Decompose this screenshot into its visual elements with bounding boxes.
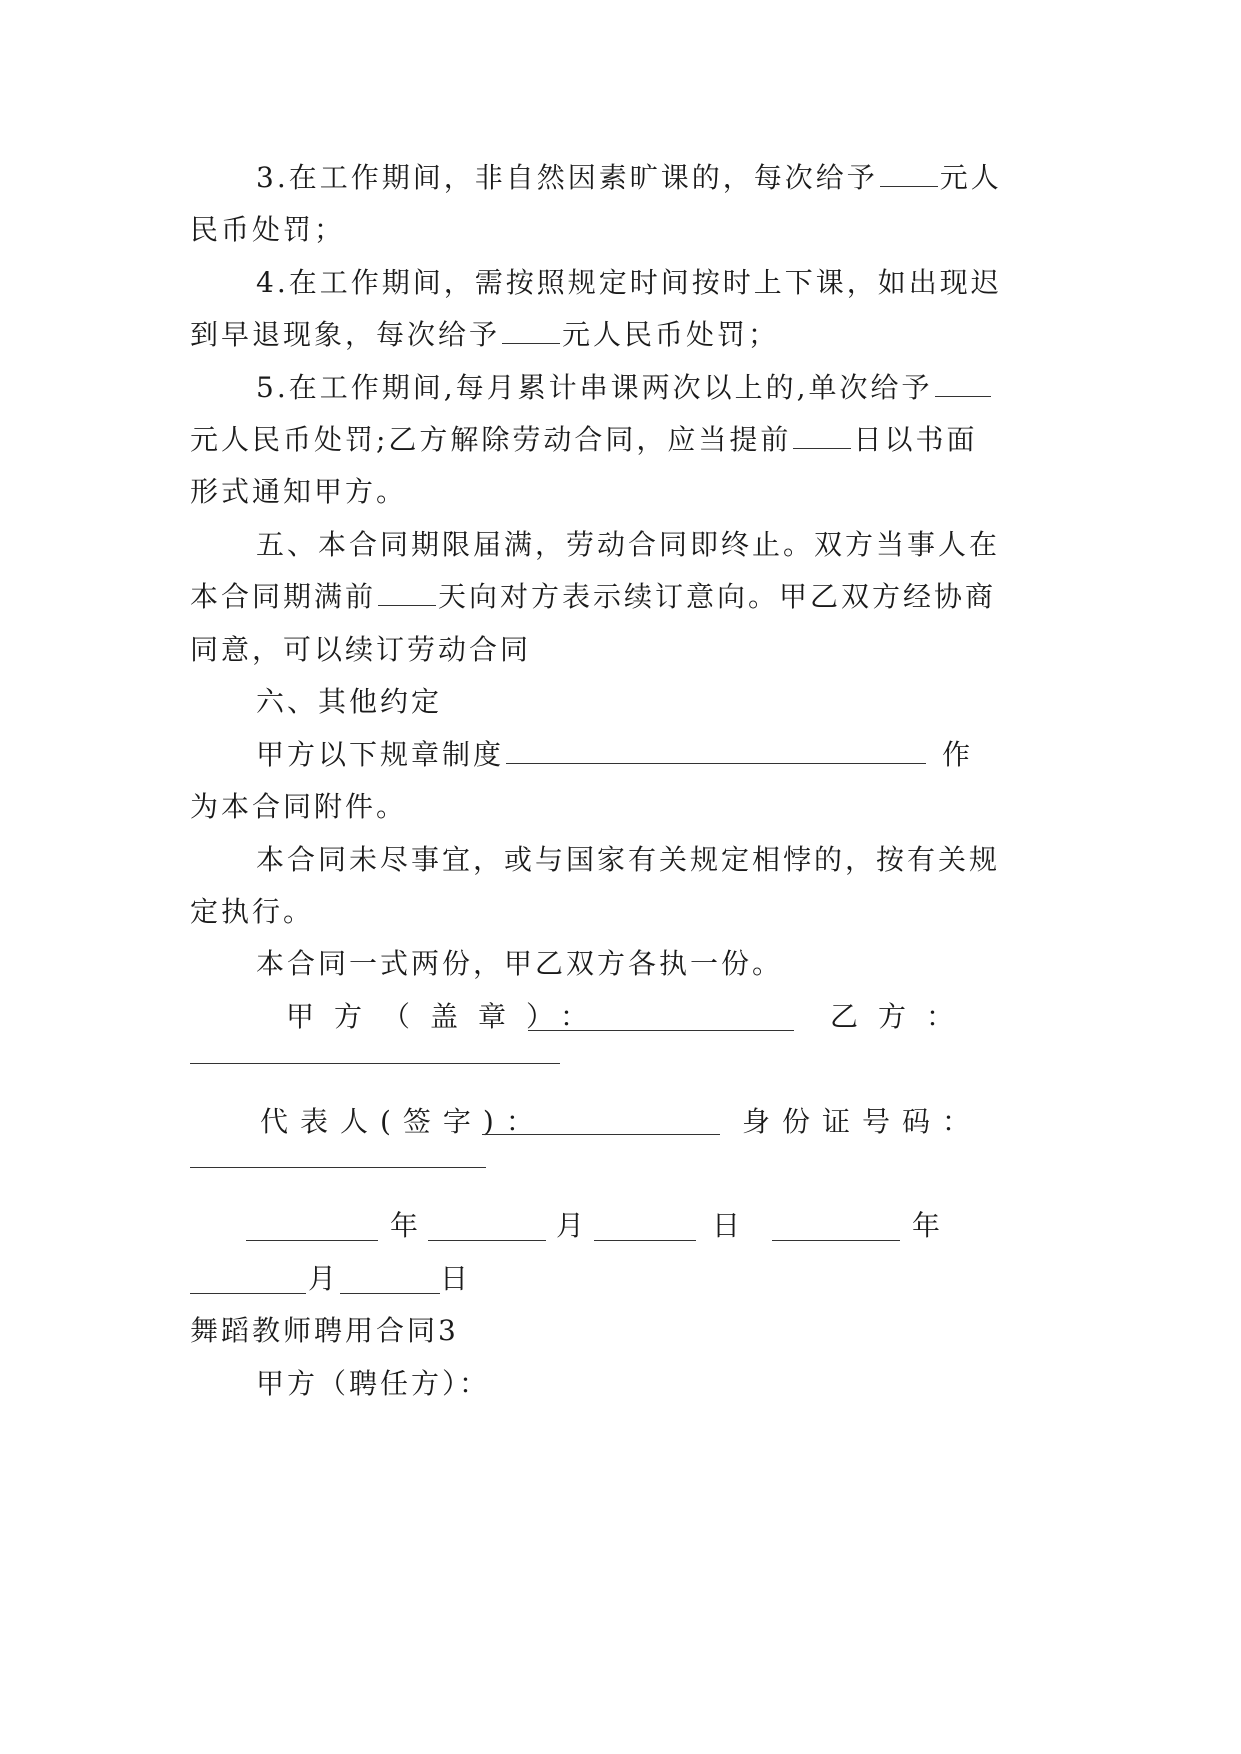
section-5-text: 本合同期满前 (190, 580, 377, 613)
copies-line: 本合同一式两份，甲乙双方各执一份。 (256, 947, 784, 980)
rules-blank[interactable] (506, 737, 926, 764)
clause-4-text: 到早退现象，每次给予 (190, 318, 501, 351)
date-b-day-blank[interactable] (340, 1293, 440, 1294)
employer-label: 甲方（聘任方）： (256, 1367, 491, 1400)
date-a-day-blank[interactable] (594, 1240, 696, 1241)
section-5-line-3: 同意，可以续订劳动合同 (190, 633, 532, 666)
matters-line-2: 定执行。 (190, 895, 315, 928)
rules-tail: 作 (942, 738, 974, 771)
clause-4-tail: 元人民币处罚； (562, 318, 780, 351)
date-a-month-label: 月 (556, 1209, 588, 1242)
matters-line-1: 本合同未尽事宜，或与国家有关规定相悖的，按有关规 (256, 843, 1001, 876)
clause-5-line-3: 形式通知甲方。 (190, 475, 408, 508)
section-5-line-2 (190, 577, 996, 617)
course-fine-blank[interactable] (935, 370, 991, 397)
date-b-month-blank[interactable] (190, 1293, 306, 1294)
clause-5-line-1 (256, 368, 993, 408)
section-5-line-1: 五、本合同期限届满，劳动合同即终止。双方当事人在 (256, 528, 1001, 561)
id-number-label: 身份证号码： (742, 1105, 983, 1138)
representative-blank[interactable] (482, 1134, 720, 1135)
clause-4-line-2 (190, 315, 779, 355)
id-number-blank[interactable] (190, 1167, 486, 1168)
rules-line-2: 为本合同附件。 (190, 790, 408, 823)
section-6-heading: 六、其他约定 (256, 685, 443, 718)
late-fine-blank[interactable] (502, 317, 560, 344)
date-b-year-blank[interactable] (772, 1240, 900, 1241)
rules-line-1 (256, 735, 973, 775)
date-a-month-blank[interactable] (428, 1240, 546, 1241)
representative-label: 代表人(签字)： (260, 1105, 546, 1138)
clause-5-line-2 (190, 420, 977, 460)
contract-3-title: 舞蹈教师聘用合同3 (190, 1314, 459, 1347)
date-b-month-label: 月 (308, 1262, 340, 1295)
date-b-day-label: 日 (440, 1262, 472, 1295)
clause-5-middle: 元人民币处罚;乙方解除劳动合同，应当提前 (190, 423, 792, 456)
party-b-label: 乙方： (830, 1000, 975, 1033)
date-a-year-label: 年 (390, 1209, 422, 1242)
section-5-tail: 天向对方表示续订意向。甲乙双方经协商 (438, 580, 997, 613)
clause-5-tail: 日以书面 (853, 423, 978, 456)
fine-amount-blank[interactable] (880, 160, 938, 187)
clause-4-line-1: 4.在工作期间，需按照规定时间按时上下课，如出现迟 (256, 266, 1002, 299)
clause-3-line-2: 民币处罚； (190, 213, 346, 246)
clause-3-text: 3.在工作期间，非自然因素旷课的，每次给予 (256, 161, 878, 194)
date-a-year-blank[interactable] (246, 1240, 378, 1241)
clause-3-line-1 (256, 158, 1002, 198)
date-b-year-label: 年 (912, 1209, 944, 1242)
party-b-blank[interactable] (190, 1063, 560, 1064)
party-a-label: 甲方（盖章）： (286, 1000, 609, 1033)
notice-days-blank[interactable] (793, 422, 851, 449)
rules-text: 甲方以下规章制度 (256, 738, 505, 771)
party-a-seal-blank[interactable] (528, 1030, 794, 1031)
clause-5-text: 5.在工作期间,每月累计串课两次以上的,单次给予 (256, 371, 933, 404)
clause-3-tail: 元人 (939, 161, 1002, 194)
date-a-day-label: 日 (712, 1209, 744, 1242)
renewal-days-blank[interactable] (378, 579, 436, 606)
